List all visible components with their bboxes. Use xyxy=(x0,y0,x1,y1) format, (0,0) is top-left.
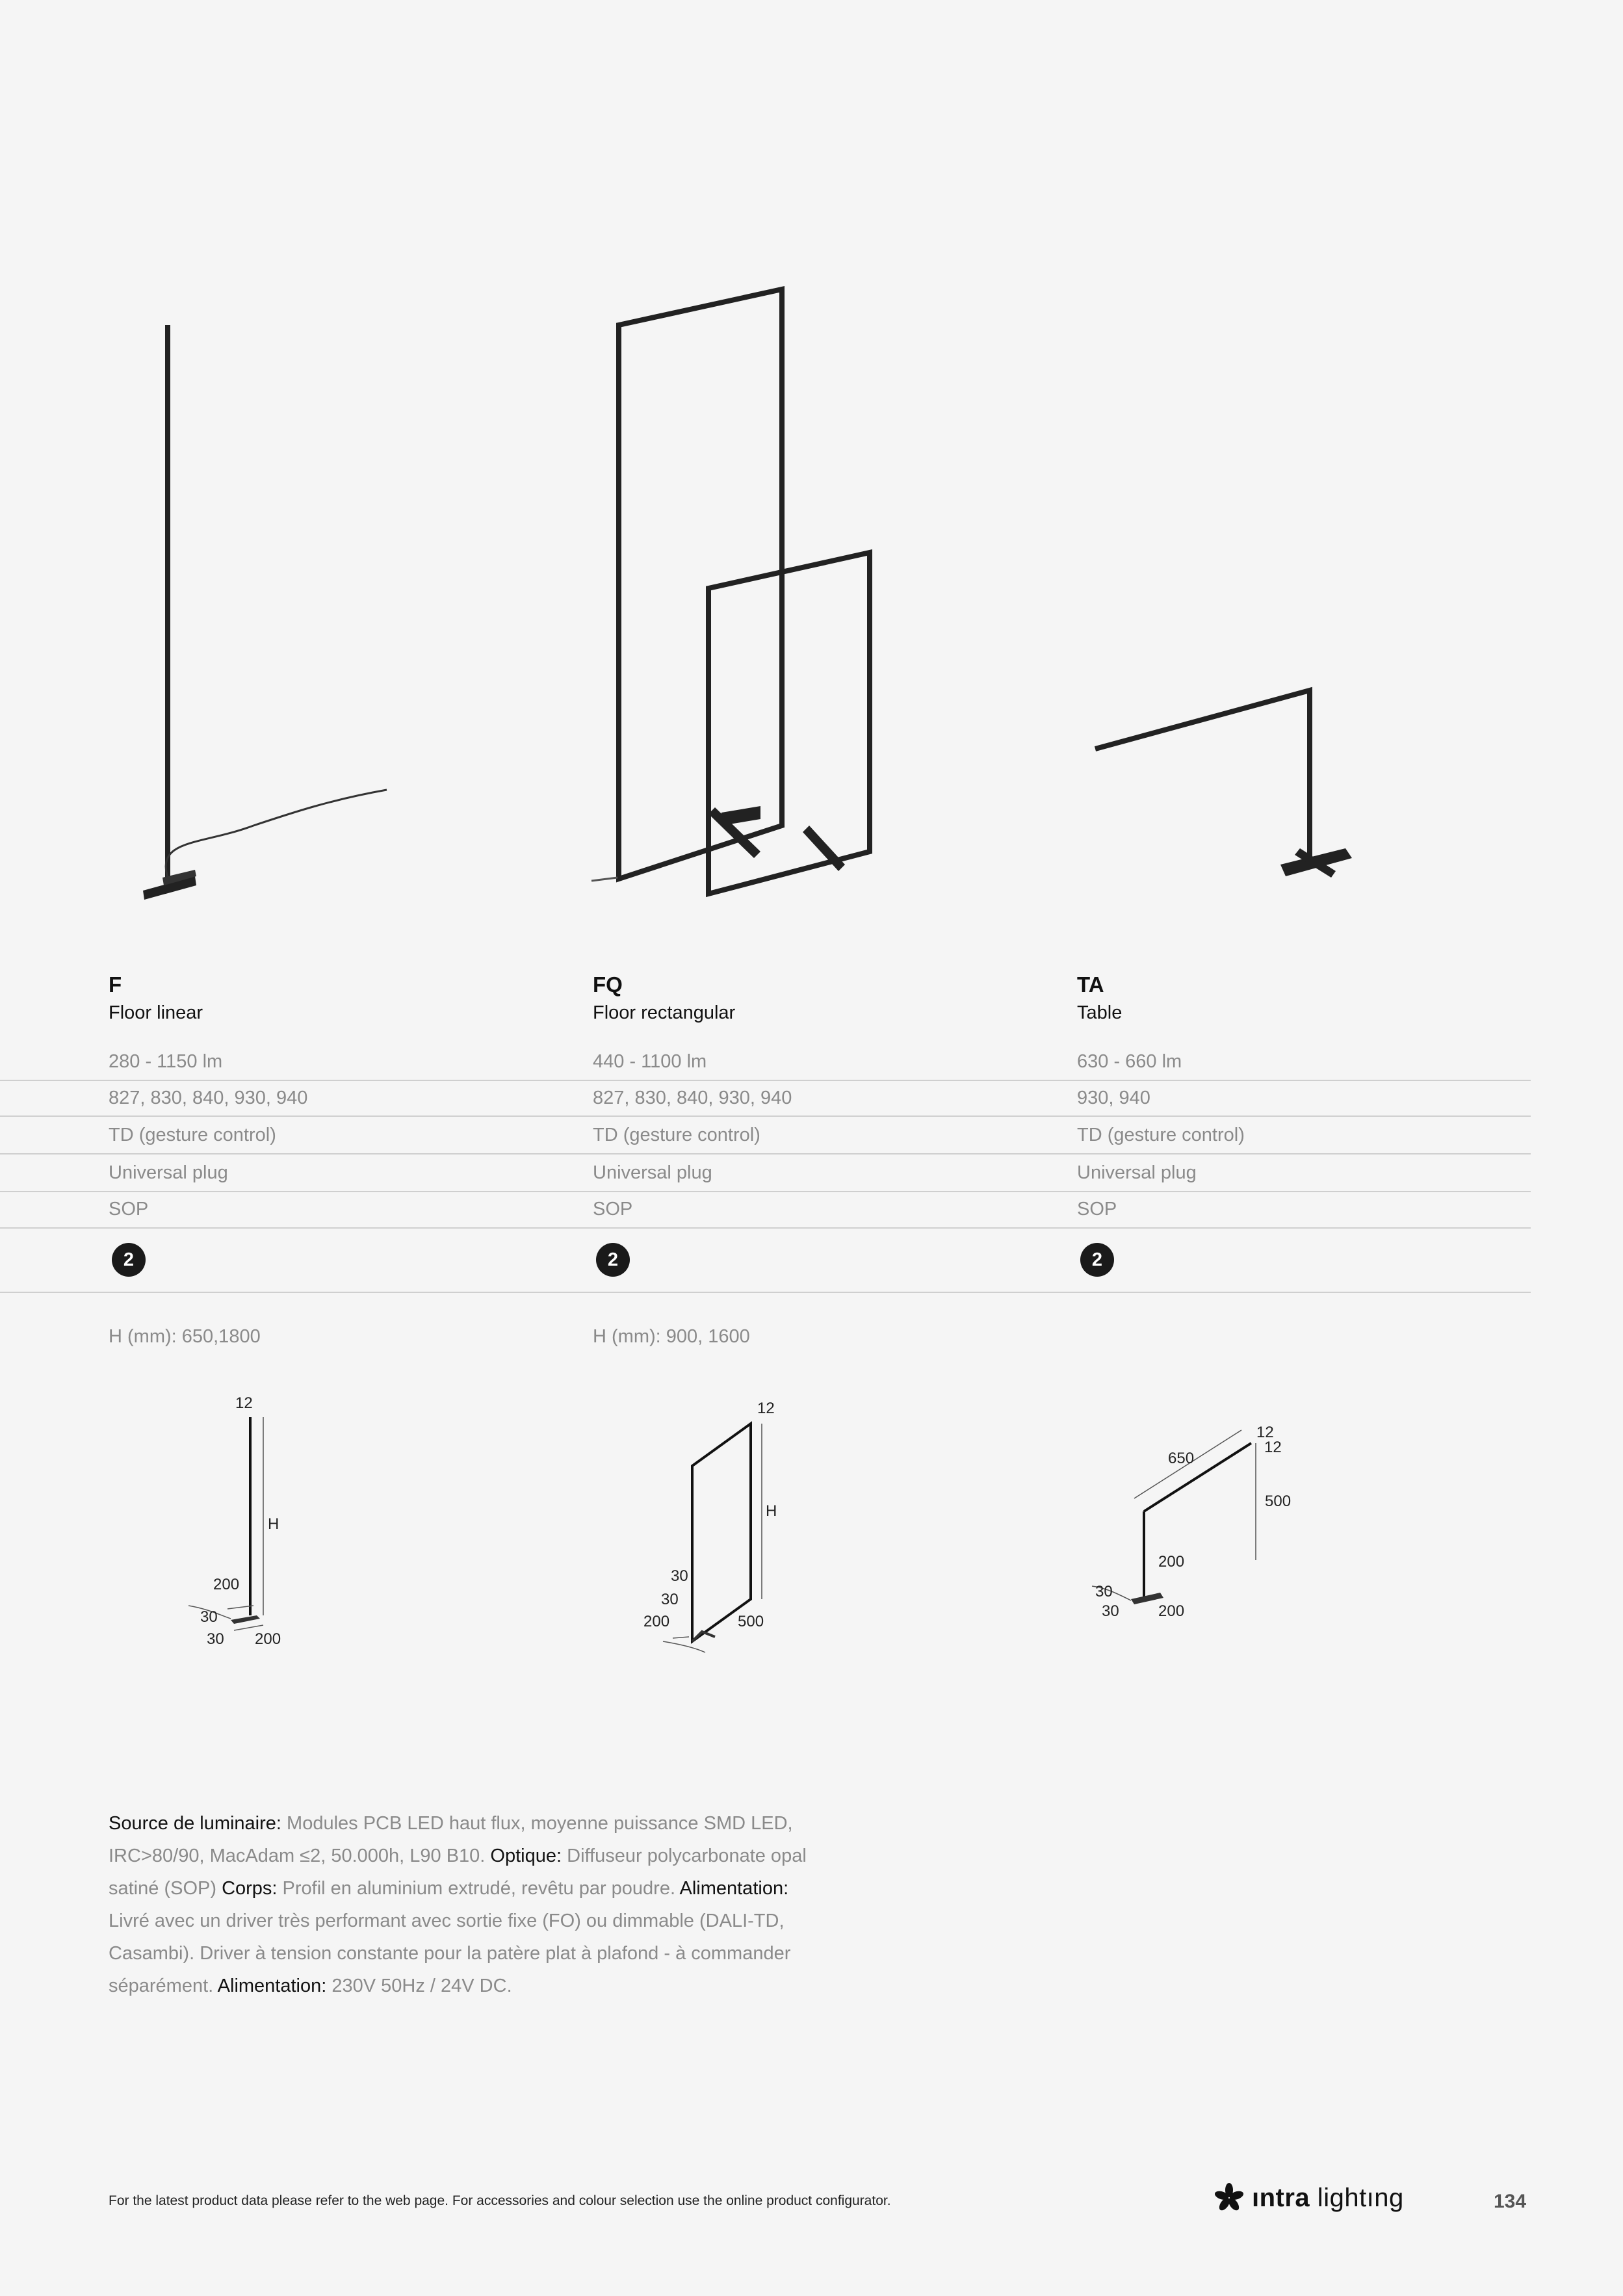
warranty-badge: 2 xyxy=(1080,1243,1114,1277)
height-spec: H (mm): 650,1800 xyxy=(109,1326,261,1347)
dim-label: 30 xyxy=(671,1567,688,1585)
dim-label: 200 xyxy=(255,1630,281,1648)
dim-label: 650 xyxy=(1168,1450,1195,1467)
spec-lumen: 630 - 660 lm xyxy=(1077,1051,1182,1072)
table-divider xyxy=(0,1292,1531,1293)
spec-optic: SOP xyxy=(1077,1199,1117,1220)
warranty-badge: 2 xyxy=(112,1243,146,1277)
product-image-floor-linear xyxy=(123,306,409,917)
spec-plug: Universal plug xyxy=(593,1162,712,1183)
product-code-fq: FQ xyxy=(593,972,623,997)
dim-label: 500 xyxy=(738,1613,764,1630)
footer-note: For the latest product data please refer to the web page. For accessories and colour selection use the online product configurator. xyxy=(109,2193,891,2208)
spec-plug: Universal plug xyxy=(1077,1162,1197,1183)
dim-label: 500 xyxy=(1265,1493,1292,1510)
page-number: 134 xyxy=(1494,2191,1527,2212)
brand-logo xyxy=(1214,2183,1404,2213)
dim-label: 30 xyxy=(207,1630,224,1648)
dim-label: 30 xyxy=(1102,1602,1119,1620)
product-code-ta: TA xyxy=(1077,972,1104,997)
dimension-drawing-floor-linear xyxy=(175,1385,318,1664)
spec-control: TD (gesture control) xyxy=(1077,1125,1245,1145)
table-divider xyxy=(0,1153,1531,1155)
spec-lumen: 440 - 1100 lm xyxy=(593,1051,707,1072)
dim-label: 12 xyxy=(1256,1424,1274,1441)
spec-control: TD (gesture control) xyxy=(109,1125,276,1145)
dim-label: 30 xyxy=(200,1608,218,1626)
spec-lumen: 280 - 1150 lm xyxy=(109,1051,223,1072)
brand-name-b: lightıng xyxy=(1310,2183,1404,2212)
dim-label: 200 xyxy=(643,1613,670,1630)
dim-label: 200 xyxy=(1158,1602,1185,1620)
brand-name-a: ıntra xyxy=(1252,2183,1310,2212)
table-divider xyxy=(0,1227,1531,1229)
product-name-fq: Floor rectangular xyxy=(593,1002,736,1023)
brand-name xyxy=(1252,2184,1404,2213)
dim-label: 30 xyxy=(1095,1583,1113,1600)
desc-label: Source de luminaire: xyxy=(109,1813,281,1834)
dim-label: 200 xyxy=(1158,1553,1185,1571)
product-description xyxy=(109,1807,817,2002)
dim-label: 12 xyxy=(1264,1439,1282,1456)
table-divider xyxy=(0,1080,1531,1081)
dim-label: 12 xyxy=(235,1394,253,1412)
desc-label: Alimentation: xyxy=(217,1976,327,1996)
desc-text: Profil en aluminium extrudé, revêtu par poudre. xyxy=(277,1878,680,1899)
spec-plug: Universal plug xyxy=(109,1162,228,1183)
desc-text: Livré avec un driver très performant avec sortie fixe (FO) ou dimmable (DALI-TD, Casambi). Driver à tension constante pour la patère plat à plafond - à commander séparément. xyxy=(109,1911,791,1996)
spec-color-temperature: 827, 830, 840, 930, 940 xyxy=(593,1088,792,1108)
desc-text: 230V 50Hz / 24V DC. xyxy=(326,1976,512,1996)
desc-label: Corps: xyxy=(222,1878,278,1899)
dim-label: 200 xyxy=(213,1576,240,1593)
product-code-f: F xyxy=(109,972,122,997)
asterisk-icon xyxy=(1214,2183,1244,2213)
spec-optic: SOP xyxy=(593,1199,633,1220)
dim-label: 12 xyxy=(757,1400,775,1417)
dim-label: 30 xyxy=(661,1591,679,1608)
product-name-ta: Table xyxy=(1077,1002,1123,1023)
dimension-drawing-floor-rectangular xyxy=(637,1385,786,1664)
table-divider xyxy=(0,1191,1531,1192)
spec-color-temperature: 827, 830, 840, 930, 940 xyxy=(109,1088,308,1108)
desc-label: Alimentation: xyxy=(679,1878,789,1899)
spec-control: TD (gesture control) xyxy=(593,1125,760,1145)
dim-label: H xyxy=(766,1502,777,1520)
spec-color-temperature: 930, 940 xyxy=(1077,1088,1150,1108)
dim-label: H xyxy=(268,1515,279,1533)
product-image-floor-rectangular xyxy=(585,280,897,904)
warranty-badge: 2 xyxy=(596,1243,630,1277)
desc-label: Optique: xyxy=(490,1846,562,1866)
desc-text: Diffuseur polycarbonate opal satiné (SOP) xyxy=(109,1846,807,1899)
height-spec: H (mm): 900, 1600 xyxy=(593,1326,750,1347)
table-divider xyxy=(0,1115,1531,1117)
spec-optic: SOP xyxy=(109,1199,149,1220)
desc-text: Modules PCB LED haut flux, moyenne puissance SMD LED, IRC>80/90, MacAdam ≤2, 50.000h, L90 B10. xyxy=(109,1813,793,1866)
product-name-f: Floor linear xyxy=(109,1002,203,1023)
product-image-table xyxy=(1085,676,1358,891)
dimension-drawing-table xyxy=(1079,1417,1313,1632)
